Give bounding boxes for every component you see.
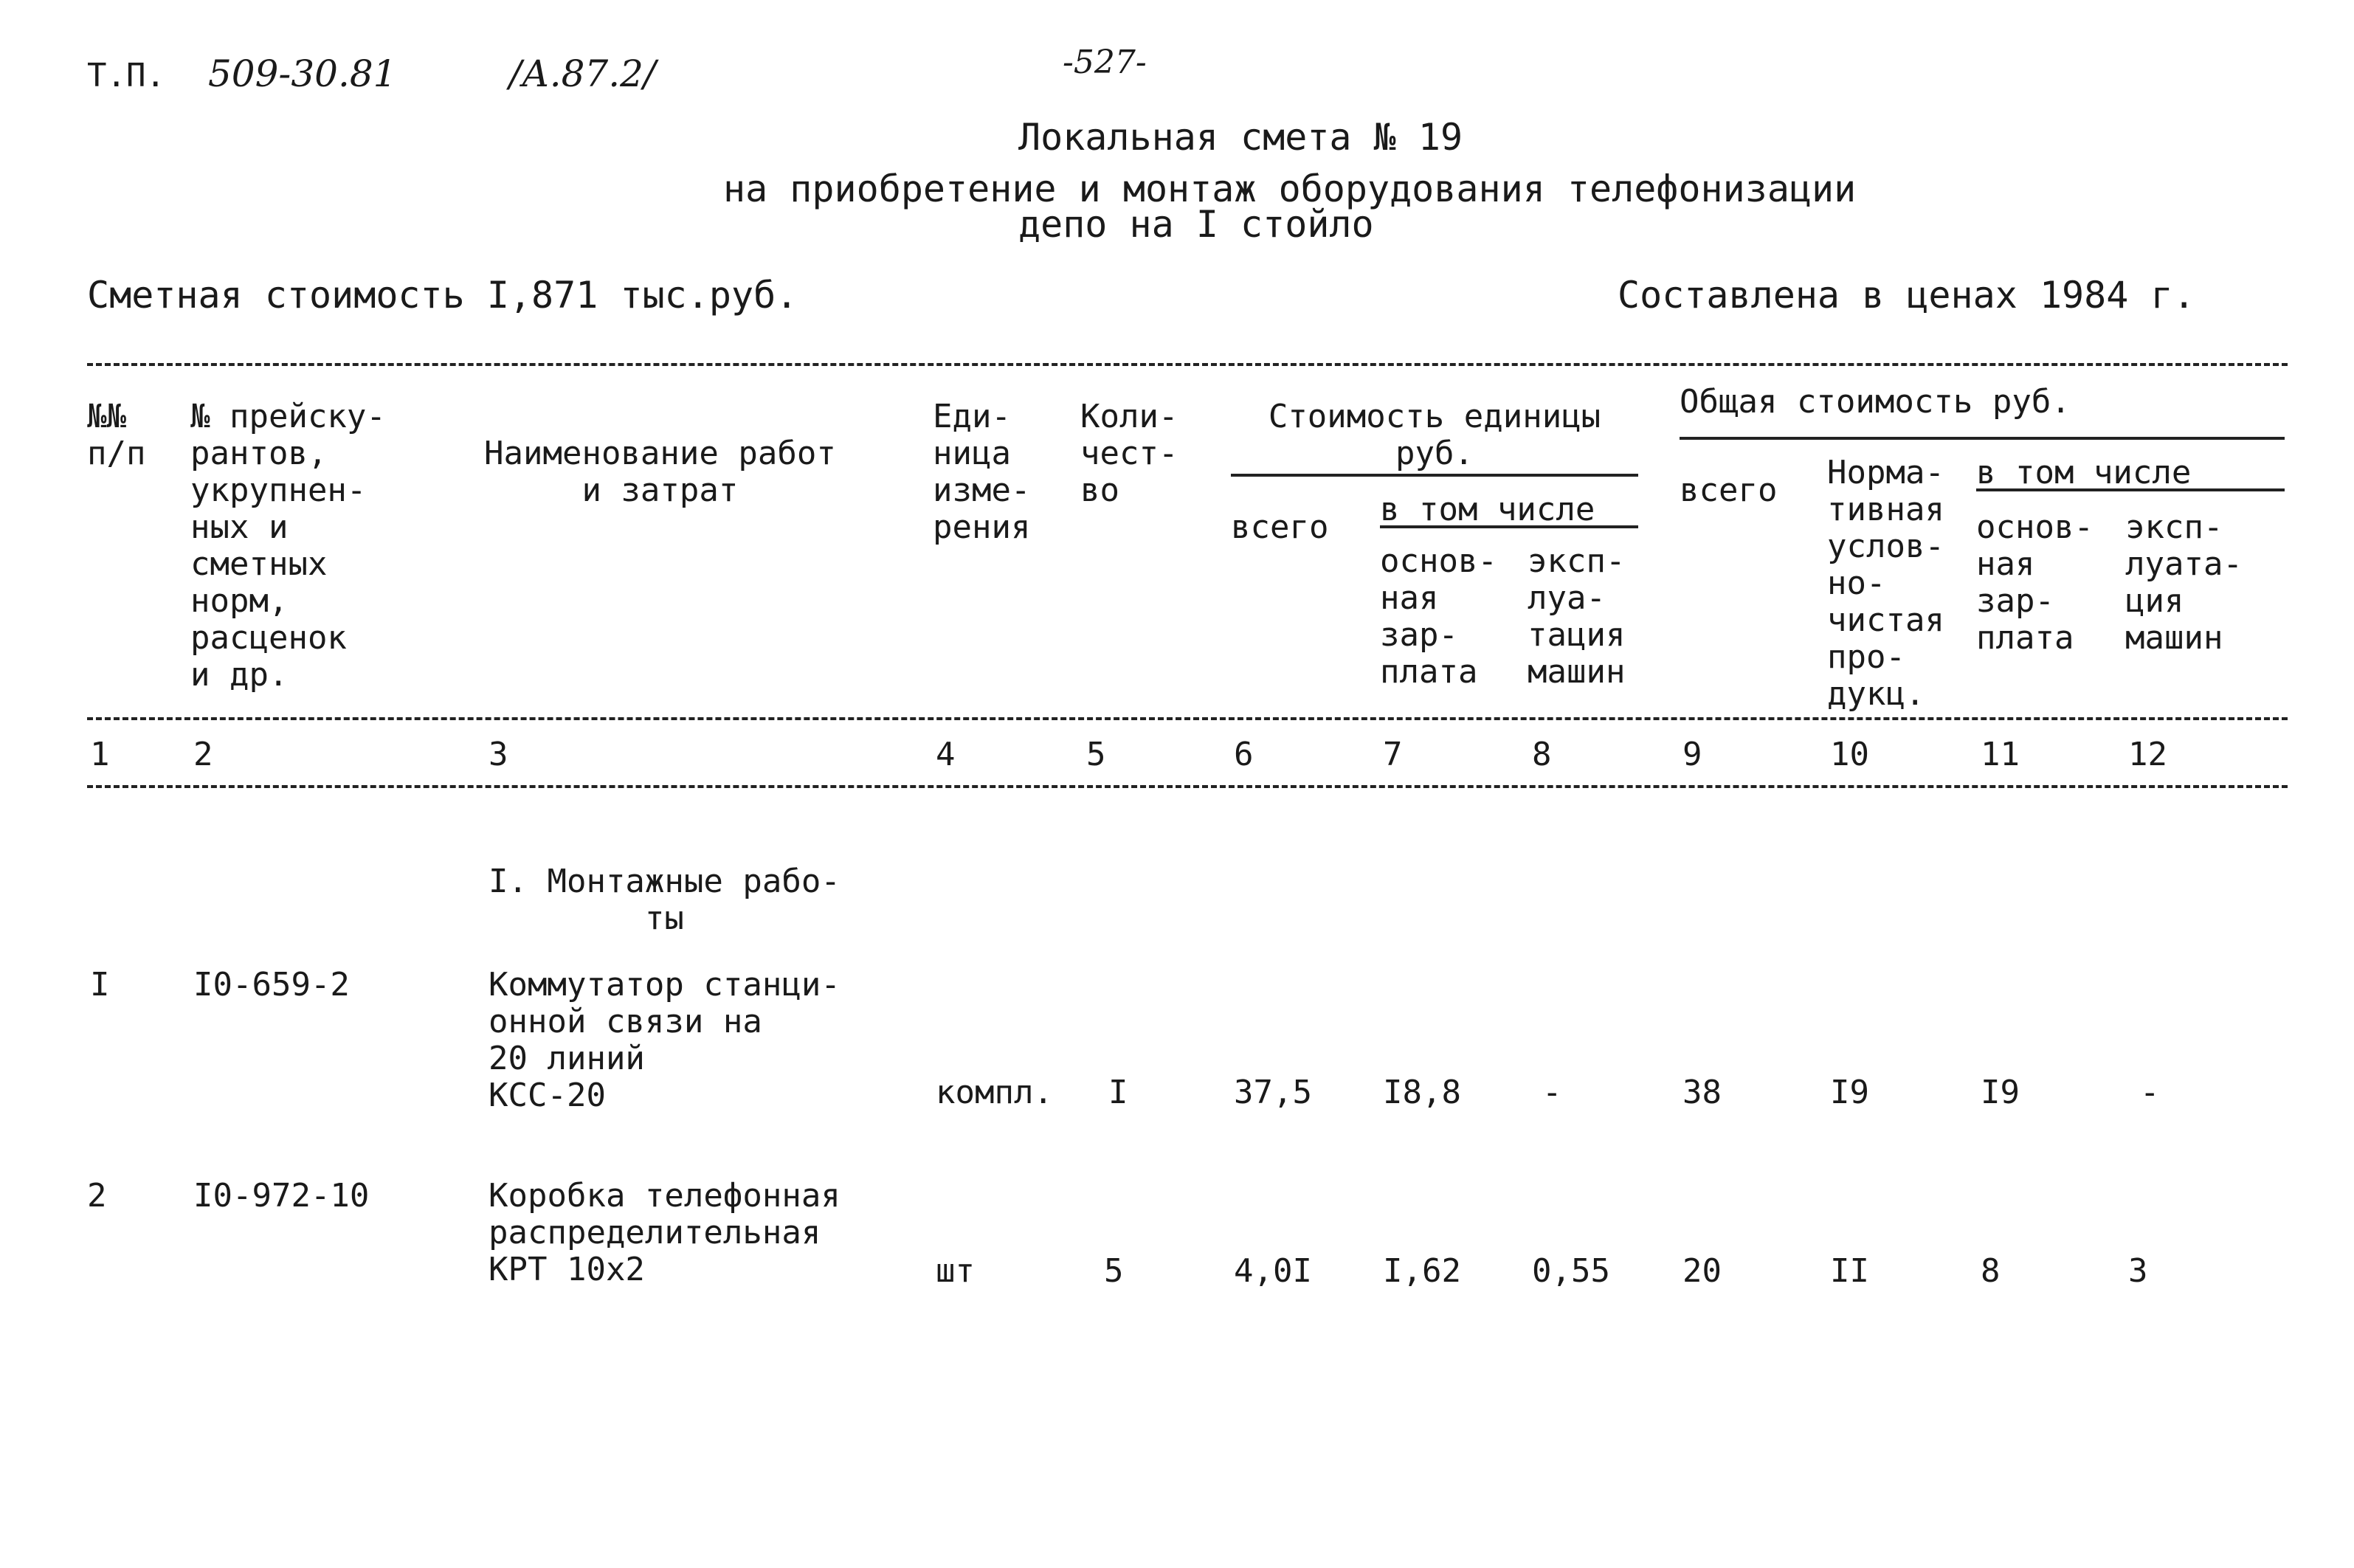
row-number: 2 — [87, 1177, 107, 1215]
header-unit-total: всего — [1231, 508, 1329, 546]
total-cost-underline — [1680, 437, 2285, 440]
header-unit-salary: основ- ная зар- плата — [1380, 542, 1497, 691]
section-heading: I. Монтажные рабо- ты — [489, 863, 841, 937]
header-work-name: Наименование работ и затрат — [484, 435, 836, 509]
header-row-number: №№ п/п — [87, 398, 146, 472]
row-unit-salary: I8,8 — [1383, 1074, 1461, 1111]
col-numbers-bottom-rule — [87, 785, 2288, 788]
document-title: Локальная смета № 19 — [1018, 116, 1463, 159]
unit-cost-underline — [1231, 474, 1638, 477]
col-number-5: 5 — [1086, 736, 1106, 773]
estimated-cost: Сметная стоимость I,871 тыс.руб. — [87, 274, 798, 317]
tp-number: 509-30.81 — [208, 52, 397, 95]
header-unit: Еди- ница изме- рения — [933, 398, 1031, 546]
row-total-machines: 3 — [2128, 1252, 2148, 1290]
row-norm-product: II — [1830, 1252, 1869, 1290]
row-norm-product: I9 — [1830, 1074, 1869, 1111]
col-number-12: 12 — [2128, 736, 2167, 773]
row-qty: 5 — [1104, 1252, 1124, 1290]
prices-year: Составлена в ценах 1984 г. — [1618, 274, 2195, 317]
header-price-list: № прейску- рантов, укрупнен- ных и сметных норм, расценок и др. — [190, 398, 386, 694]
row-code: I0-659-2 — [193, 966, 350, 1004]
row-unit: шт — [936, 1252, 975, 1290]
col-number-11: 11 — [1981, 736, 2020, 773]
row-total-machines: - — [2140, 1074, 2160, 1111]
row-code: I0-972-10 — [193, 1177, 370, 1215]
col-number-2: 2 — [193, 736, 213, 773]
row-unit-total: 37,5 — [1234, 1074, 1312, 1111]
col-number-10: 10 — [1830, 736, 1869, 773]
row-unit-machines: 0,55 — [1532, 1252, 1610, 1290]
col-number-9: 9 — [1682, 736, 1702, 773]
col-number-6: 6 — [1234, 736, 1254, 773]
document-subtitle-line-1: на приобретение и монтаж оборудования телефонизации — [723, 167, 1857, 210]
header-bottom-rule — [87, 717, 2288, 720]
document-subtitle-line-2: депо на I стойло — [1018, 203, 1374, 246]
header-unit-machines: эксп- луа- тация машин — [1528, 542, 1626, 691]
row-unit: компл. — [936, 1074, 1053, 1111]
header-norm-product: Норма- тивная услов- но- чистая про- дукц. — [1827, 454, 1944, 713]
tp-prefix: Т.П. — [87, 57, 165, 94]
row-total: 20 — [1682, 1252, 1722, 1290]
row-qty: I — [1108, 1074, 1128, 1111]
header-quantity: Коли- чест- во — [1080, 398, 1178, 509]
row-unit-machines: - — [1542, 1074, 1562, 1111]
col-number-1: 1 — [90, 736, 110, 773]
row-unit-salary: I,62 — [1383, 1252, 1461, 1290]
album-number: /А.87.2/ — [509, 52, 656, 95]
page-number: -527- — [1063, 44, 1147, 81]
row-total-salary: 8 — [1981, 1252, 2001, 1290]
header-total: всего — [1680, 472, 1778, 509]
col-number-3: 3 — [489, 736, 508, 773]
header-total-in-that: в том числе — [1976, 454, 2192, 491]
row-name: Коробка телефонная распределительная КРТ 10х2 — [489, 1177, 841, 1288]
col-number-7: 7 — [1383, 736, 1403, 773]
header-unit-cost: Стоимость единицы руб. — [1268, 398, 1601, 472]
col-number-8: 8 — [1532, 736, 1552, 773]
header-total-cost: Общая стоимость руб. — [1680, 383, 2071, 421]
header-unit-in-that: в том числе — [1380, 491, 1595, 528]
table-top-rule — [87, 363, 2288, 366]
col-number-4: 4 — [936, 736, 956, 773]
row-unit-total: 4,0I — [1234, 1252, 1312, 1290]
row-total-salary: I9 — [1981, 1074, 2020, 1111]
row-name: Коммутатор станци- онной связи на 20 линий КСС-20 — [489, 966, 841, 1114]
header-total-machines: эксп- луата- ция машин — [2125, 508, 2243, 657]
row-total: 38 — [1682, 1074, 1722, 1111]
header-total-salary: основ- ная зар- плата — [1976, 508, 2094, 657]
row-number: I — [90, 966, 110, 1004]
